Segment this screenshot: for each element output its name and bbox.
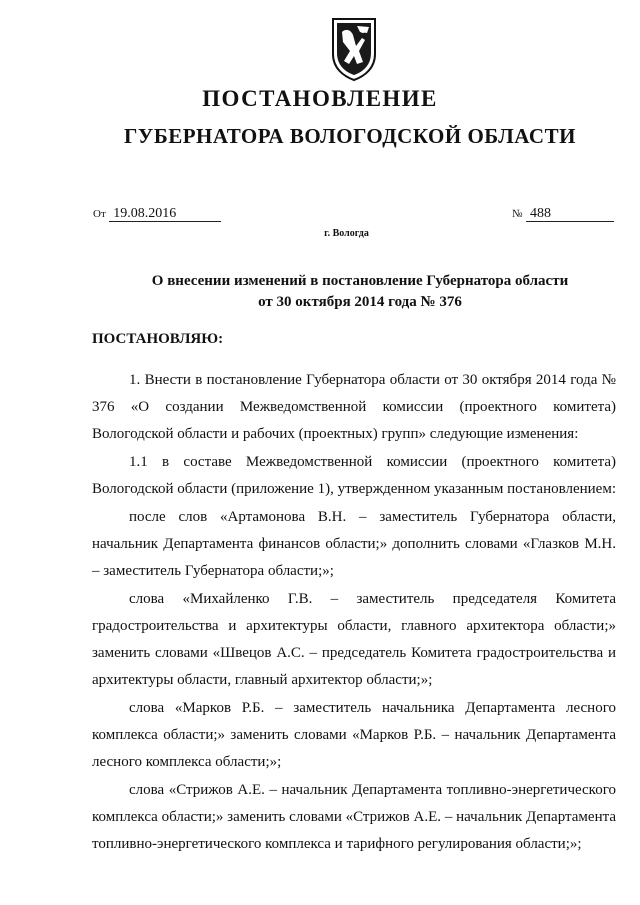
coat-of-arms-emblem — [329, 16, 379, 82]
body-paragraph: слова «Михайленко Г.В. – заместитель председателя Комитета градостроительства и архитектуры области, главного архитектора области;» заменить словами «Швецов А.С. – председатель Комитета градостроительства и архитектуры области, главный архитектор области;»; — [92, 591, 616, 688]
subject-line-1: О внесении изменений в постановление Губернатора области — [151, 273, 569, 289]
number-field — [512, 206, 614, 222]
city-label: г. Вологда — [324, 228, 369, 239]
body-paragraph: 1. Внести в постановление Губернатора области от 30 октября 2014 года № 376 «О создании Межведомственной комиссии (проектного комитета) Вологодской области и рабочих (проектных) групп» следующие изменения: — [92, 372, 616, 442]
body-paragraph: после слов «Артамонова В.Н. – заместитель Губернатора области, начальник Департамента финансов области;» дополнить словами «Глазков М.Н. – заместитель Губернатора области;»; — [92, 509, 616, 579]
body-paragraph: слова «Марков Р.Б. – заместитель начальника Департамента лесного комплекса области;» заменить словами «Марков Р.Б. – начальник Департамента лесного комплекса области;»; — [92, 700, 616, 770]
date-label: От — [93, 208, 106, 220]
body-paragraph: слова «Стрижов А.Е. – начальник Департамента топливно-энергетического комплекса области;» заменить словами «Стрижов А.Е. – начальник Департамента топливно-энергетического комплекса и тарифного регулирования области;»; — [92, 782, 616, 852]
body-paragraph: 1.1 в составе Межведомственной комиссии (проектного комитета) Вологодской области (приложение 1), утвержденном указанным постановлением: — [92, 454, 616, 497]
date-value: 19.08.2016 — [109, 207, 221, 222]
number-value: 488 — [526, 207, 614, 222]
document-body — [92, 367, 616, 859]
document-title: ПОСТАНОВЛЕНИЕ — [202, 86, 438, 111]
date-field — [93, 206, 221, 222]
number-label: № — [512, 208, 523, 220]
document-subtitle: ГУБЕРНАТОРА ВОЛОГОДСКОЙ ОБЛАСТИ — [124, 124, 576, 148]
document-subject — [80, 271, 640, 313]
subject-line-2: от 30 октября 2014 года № 376 — [258, 294, 462, 310]
decree-heading: ПОСТАНОВЛЯЮ: — [92, 331, 224, 347]
